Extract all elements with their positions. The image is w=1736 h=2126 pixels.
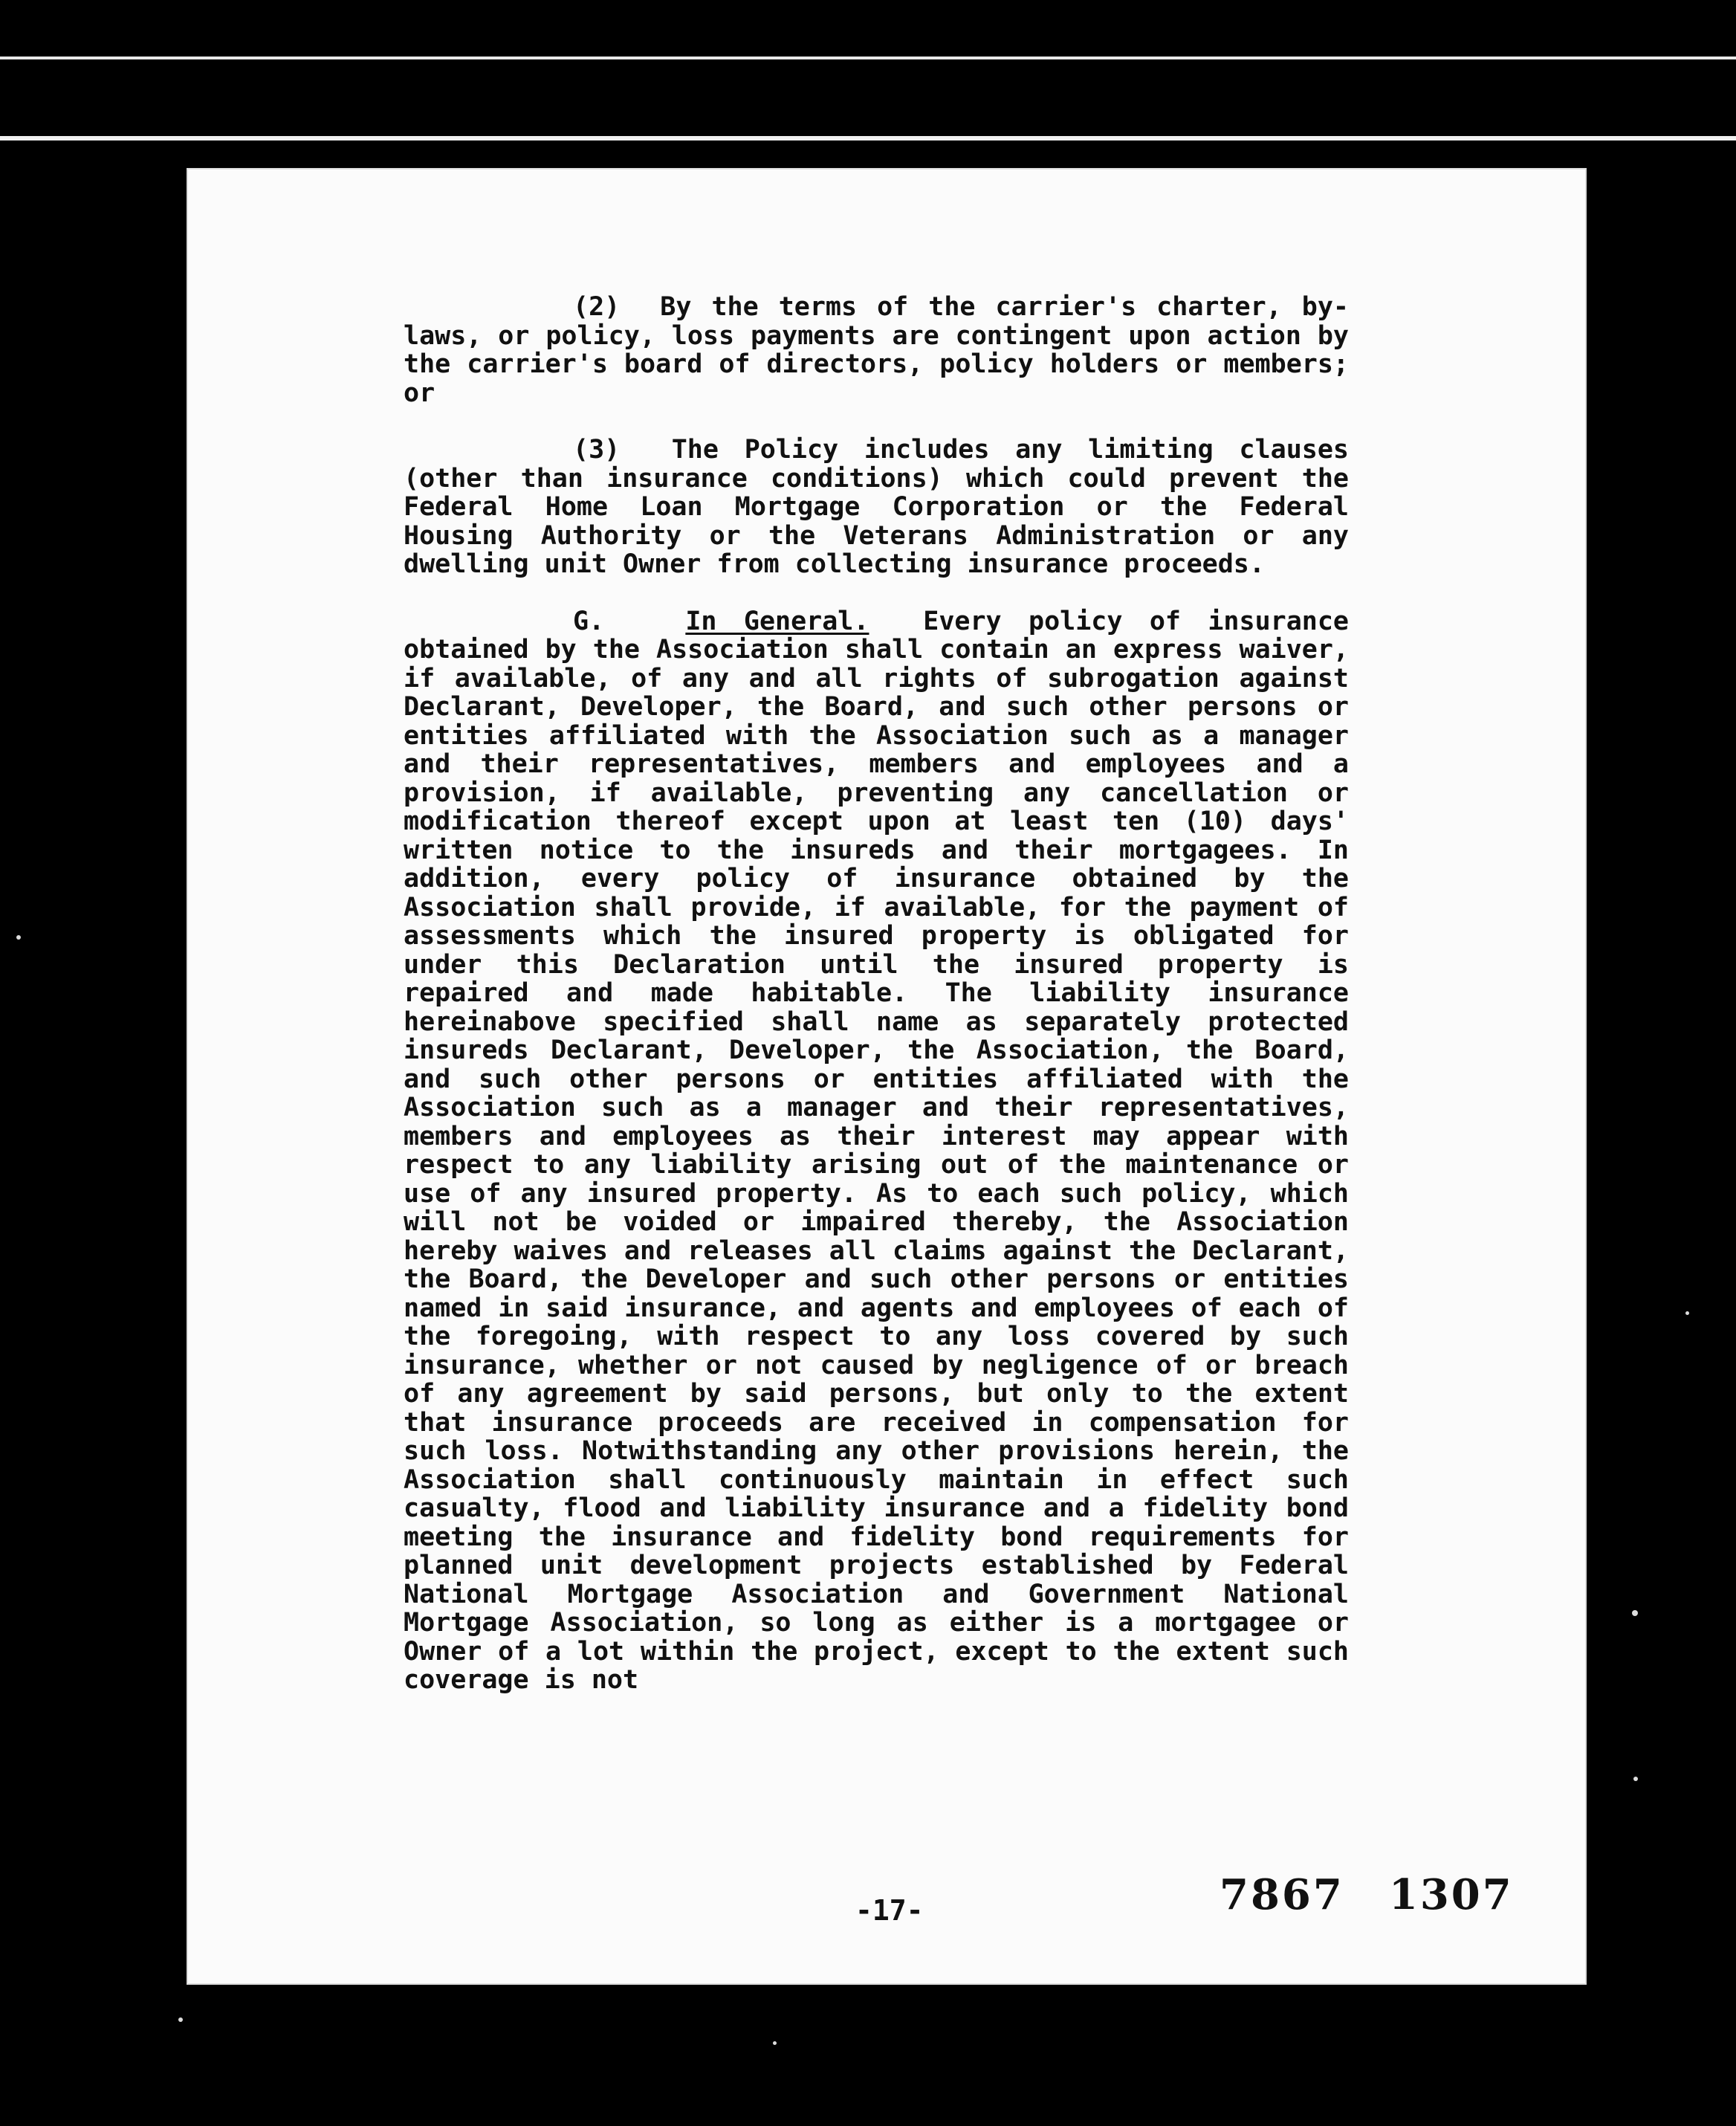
paragraph-3 (404, 436, 1349, 579)
paragraph-text: Every policy of insurance obtained by the Association shall contain an express waiver, if available, of any and all rights of subrogation against Declarant, Developer, the Board, and such other persons or entities affiliated with the Association such as a manager and their representatives, members and employees and a provision, if available, preventing any cancellation or modification thereof except upon at least ten (10) days' written notice to the insureds and their mortgagees. In addition, every policy of insurance obtained by the Association shall provide, if available, for the payment of assessments which the insured property is obligated for under this Declaration until the insured property is repaired and made habitable. The liability insurance hereinabove specified shall name as separately protected insureds Declarant, Developer, the Association, the Board, and such other persons or entities affiliated with the Association such as a manager and their representatives, members and employees as their interest may appear with respect to any liability arising out of the maintenance or use of any insured property. As to each such policy, which will not be voided or impaired thereby, the Association hereby waives and releases all claims against the Declarant, the Board, the Developer and such other persons or entities named in said insurance, and agents and employees of each of the foregoing, with respect to any loss covered by such insurance, whether or not caused by negligence of or breach of any agreement by said persons, but only to the extent that insurance proceeds are received in compensation for such loss. Notwithstanding any other provisions herein, the Association shall continuously maintain in effect such casualty, flood and liability insurance and a fidelity bond meeting the insurance and fidelity bond requirements for planned unit development projects established by Federal National Mortgage Association and Government National Mortgage Association, so long as either is a mortgagee or Owner of a lot within the project, except to the extent such coverage is not (404, 606, 1350, 1695)
scan-speck (1632, 1610, 1638, 1616)
paragraph-text: The Policy includes any limiting clauses (other than insurance conditions) which could prevent the Federal Home Loan Mortgage Corporation or the Federal Housing Authority or the Veterans Administration or any dwelling unit Owner from collecting insurance proceeds. (404, 435, 1349, 579)
scan-border-top (0, 56, 1736, 59)
paragraph-2 (404, 293, 1349, 407)
book-page-stamp (1220, 1870, 1514, 1919)
document-body (404, 293, 1349, 1723)
scan-speck (16, 935, 21, 940)
book-number: 7867 (1220, 1870, 1344, 1919)
scan-speck (773, 2041, 777, 2045)
page-number: -17- (855, 1894, 924, 1927)
paragraph-g (404, 607, 1349, 1695)
paragraph-lead: (3) (573, 435, 621, 465)
paragraph-lead: (2) (573, 292, 621, 322)
scan-border-second (0, 136, 1736, 140)
scan-speck (1633, 1777, 1638, 1781)
section-heading: In General. (685, 606, 869, 636)
document-page (187, 168, 1587, 1985)
scan-speck (178, 2017, 183, 2022)
scan-speck (1685, 1311, 1689, 1315)
paragraph-text: By the terms of the carrier's charter, by-laws, or policy, loss payments are contingent upon action by the carrier's board of directors, policy holders or members; or (404, 292, 1349, 408)
book-page-number: 1307 (1388, 1870, 1514, 1919)
paragraph-lead: G. (573, 606, 605, 636)
